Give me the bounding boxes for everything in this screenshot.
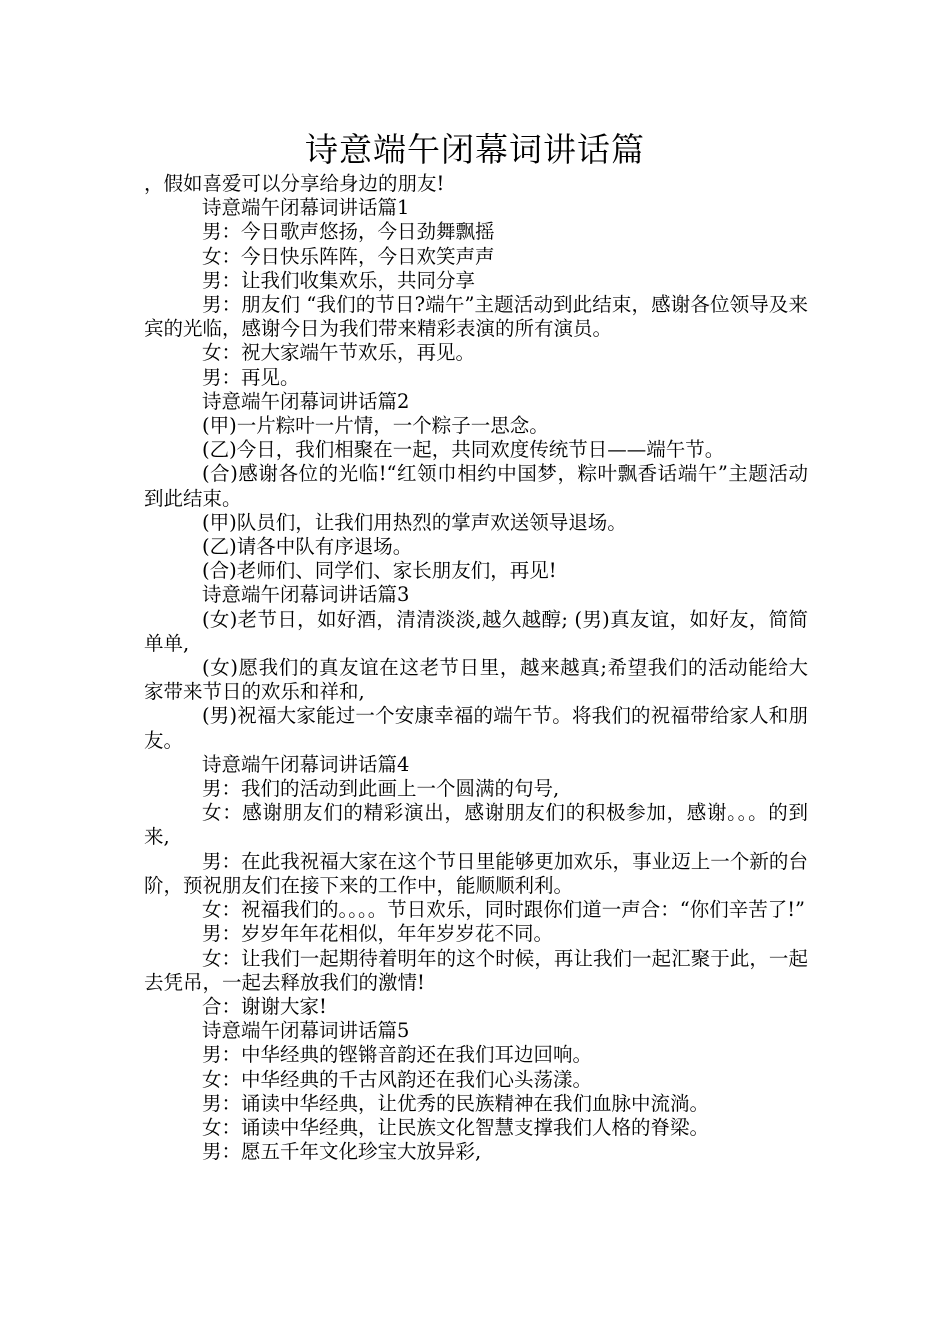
paragraph: 男：诵读中华经典，让优秀的民族精神在我们血脉中流淌。 — [202, 1091, 710, 1115]
paragraph: 男：让我们收集欢乐，共同分享 — [202, 268, 476, 292]
document-body — [144, 172, 808, 1164]
paragraph: 男：岁岁年年花相似，年年岁岁花不同。 — [202, 922, 554, 946]
paragraph: 男：再见。 — [202, 365, 300, 389]
paragraph: ，假如喜爱可以分享给身边的朋友! — [144, 172, 445, 195]
paragraph: 诗意端午闭幕词讲话篇4 — [202, 752, 410, 776]
paragraph: (合)老师们、同学们、家长朋友们，再见! — [202, 559, 557, 583]
paragraph: 女：诵读中华经典，让民族文化智慧支撑我们人格的脊梁。 — [202, 1115, 710, 1139]
paragraph: 诗意端午闭幕词讲话篇3 — [202, 583, 410, 607]
document-title: 诗意端午闭幕词讲话篇 — [305, 130, 645, 169]
paragraph: 诗意端午闭幕词讲话篇5 — [202, 1019, 410, 1043]
paragraph: (乙)今日，我们相聚在一起，共同欢度传统节日——端午节。 — [202, 438, 725, 462]
paragraph: 男：今日歌声悠扬，今日劲舞飘摇 — [202, 220, 495, 244]
paragraph: (女)老节日，如好酒，清清淡淡,越久越醇; (男)真友谊，如好友，简简单单, — [144, 607, 808, 655]
paragraph: (甲)队员们，让我们用热烈的掌声欢送领导退场。 — [202, 510, 627, 534]
paragraph: (甲)一片粽叶一片情，一个粽子一思念。 — [202, 414, 549, 438]
paragraph: 女：中华经典的千古风韵还在我们心头荡漾。 — [202, 1067, 593, 1091]
paragraph: (男)祝福大家能过一个安康幸福的端午节。将我们的祝福带给家人和朋友。 — [144, 704, 808, 752]
paragraph: (乙)请各中队有序退场。 — [202, 535, 413, 559]
paragraph: 男：在此我祝福大家在这个节日里能够更加欢乐，事业迈上一个新的台阶，预祝朋友们在接下来的工作中，能顺顺利利。 — [144, 849, 808, 897]
paragraph: 女：今日快乐阵阵，今日欢笑声声 — [202, 244, 495, 268]
paragraph: 男：中华经典的铿锵音韵还在我们耳边回响。 — [202, 1043, 593, 1067]
paragraph: 女：让我们一起期待着明年的这个时候，再让我们一起汇聚于此，一起去凭吊，一起去释放我们的激情! — [144, 946, 808, 994]
paragraph: 诗意端午闭幕词讲话篇2 — [202, 389, 410, 413]
paragraph: 男：我们的活动到此画上一个圆满的句号, — [202, 777, 560, 801]
paragraph: 男：朋友们 “我们的节日?端午”主题活动到此结束，感谢各位领导及来宾的光临，感谢今日为我们带来精彩表演的所有演员。 — [144, 293, 808, 341]
paragraph: 诗意端午闭幕词讲话篇1 — [202, 196, 410, 220]
paragraph: (合)感谢各位的光临!“红领巾相约中国梦，粽叶飘香话端午”主题活动到此结束。 — [144, 462, 808, 510]
paragraph: 女：感谢朋友们的精彩演出，感谢朋友们的积极参加，感谢。。。的到来, — [144, 801, 808, 849]
paragraph: 女：祝福我们的。。。。节日欢乐，同时跟你们道一声合：“你们辛苦了!” — [202, 898, 806, 922]
paragraph: 男：愿五千年文化珍宝大放异彩, — [202, 1140, 482, 1164]
paragraph: 合：谢谢大家! — [202, 994, 327, 1018]
paragraph: (女)愿我们的真友谊在这老节日里，越来越真;希望我们的活动能给大家带来节日的欢乐和祥和, — [144, 656, 808, 704]
paragraph: 女：祝大家端午节欢乐，再见。 — [202, 341, 476, 365]
